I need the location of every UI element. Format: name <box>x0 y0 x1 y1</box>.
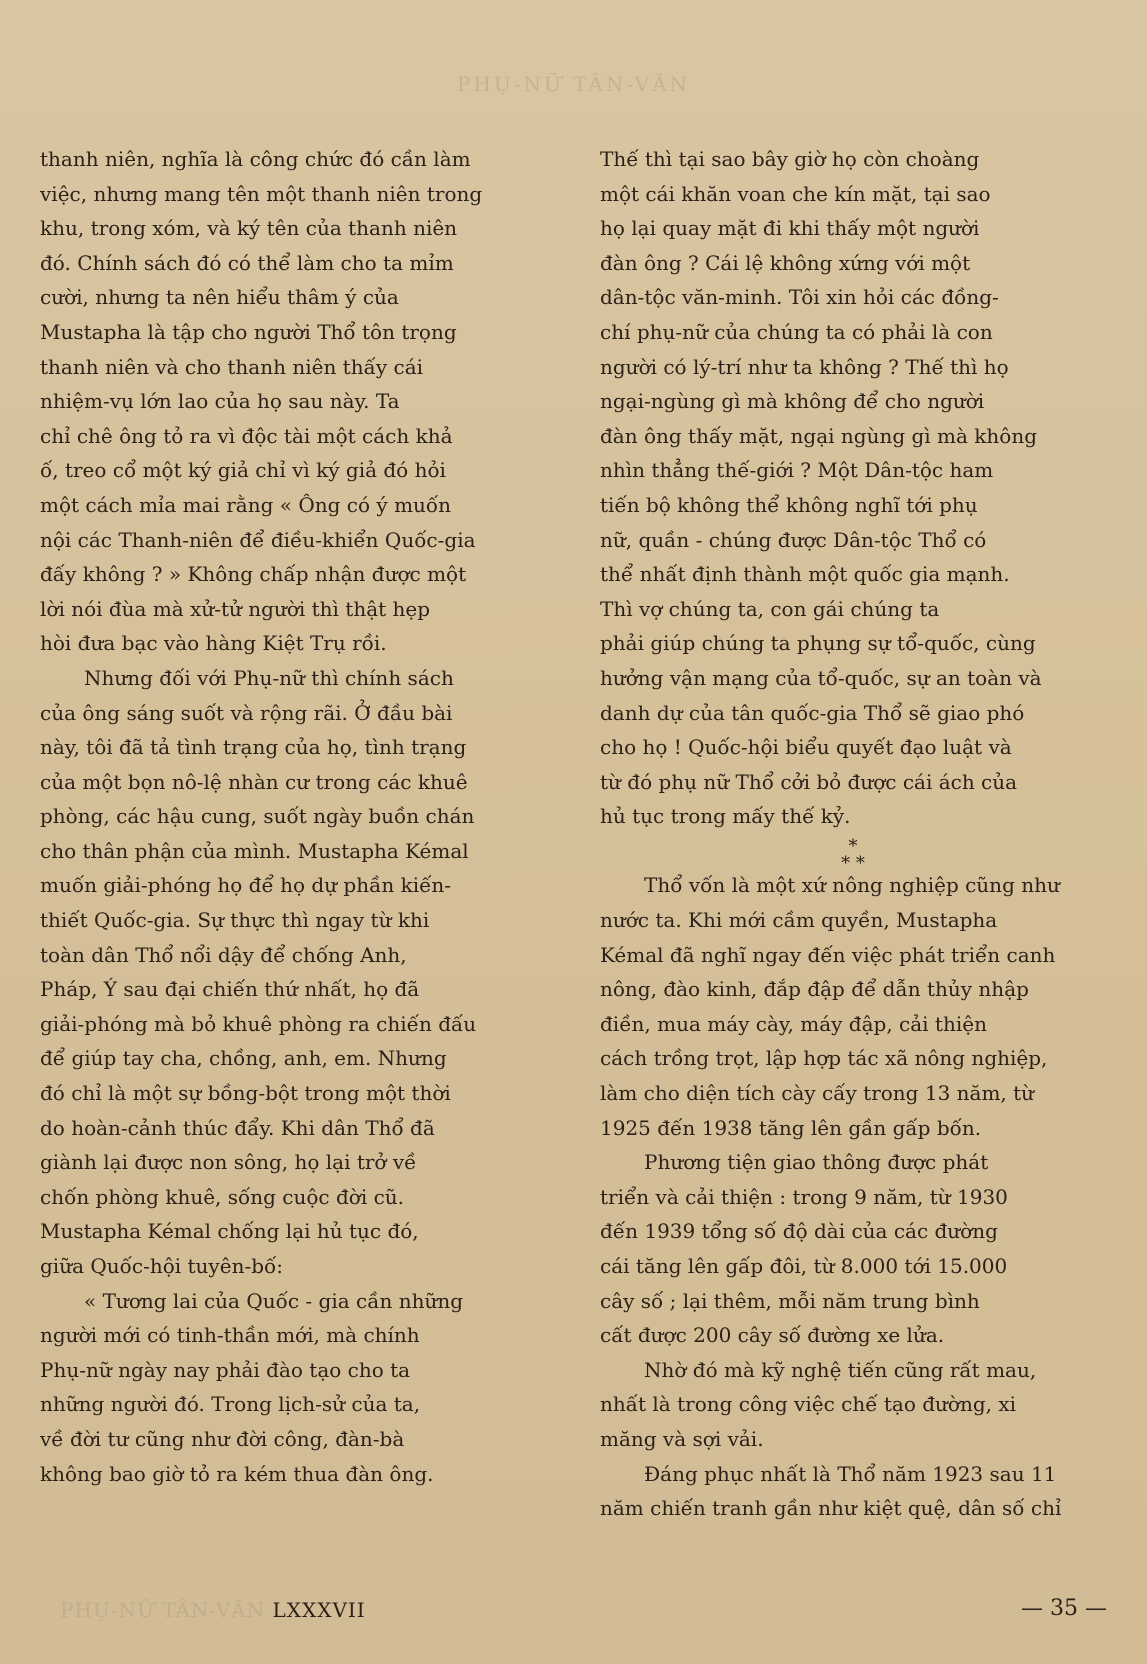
text-line: cho họ ! Quốc-hội biểu quyết đạo luật và <box>600 735 1012 760</box>
text-line: Mustapha là tập cho người Thổ tôn trọng <box>40 319 457 344</box>
page-number: — 35 — <box>1021 1596 1107 1621</box>
text-line: chí phụ-nữ của chúng ta có phải là con <box>600 319 993 344</box>
text-line: nhất là trong công việc chế tạo đường, xi <box>600 1392 1017 1417</box>
text-line: đó chỉ là một sự bồng-bột trong một thời <box>40 1081 451 1106</box>
text-line: của một bọn nô-lệ nhàn cư trong các khuê <box>40 769 468 794</box>
text-line: danh dự của tân quốc-gia Thổ sẽ giao phó <box>600 700 1025 725</box>
text-line: muốn giải-phóng họ để họ dự phần kiến- <box>40 873 452 898</box>
text-line: Thì vợ chúng ta, con gái chúng ta <box>600 596 940 621</box>
text-line: này, tôi đã tả tình trạng của họ, tình trạng <box>40 735 467 760</box>
text-line: họ lại quay mặt đi khi thấy một người <box>600 216 980 241</box>
text-line: một cái khăn voan che kín mặt, tại sao <box>600 181 991 206</box>
text-line: cho thân phận của mình. Mustapha Kémal <box>40 838 469 863</box>
text-line: thanh niên và cho thanh niên thấy cái <box>40 354 424 379</box>
text-line: thiết Quốc-gia. Sự thực thì ngay từ khi <box>40 908 430 933</box>
text-line: về đời tư cũng như đời công, đàn-bà <box>40 1426 405 1451</box>
text-line: nhiệm-vụ lớn lao của họ sau này. Ta <box>40 389 400 414</box>
text-line: những người đó. Trong lịch-sử của ta, <box>40 1392 421 1417</box>
text-line: « Tương lai của Quốc - gia cần những <box>84 1288 464 1313</box>
text-line: phòng, các hậu cung, suốt ngày buồn chán <box>40 804 475 829</box>
text-line: người mới có tinh-thần mới, mà chính <box>40 1323 420 1348</box>
section-separator: * * * <box>841 835 865 869</box>
text-line: nước ta. Khi mới cầm quyền, Mustapha <box>600 908 998 933</box>
text-line: ố, treo cổ một ký giả chỉ vì ký giả đó hỏi <box>40 458 446 483</box>
text-line: giành lại được non sông, họ lại trở về <box>40 1150 417 1175</box>
text-line: đàn ông ? Cái lệ không xứng với một <box>600 250 971 275</box>
text-line: Nhưng đối với Phụ-nữ thì chính sách <box>84 665 454 690</box>
text-line: cười, nhưng ta nên hiểu thâm ý của <box>40 285 399 310</box>
footer-issue <box>60 1598 366 1622</box>
text-line: hưởng vận mạng của tổ-quốc, sự an toàn và <box>600 665 1042 690</box>
text-line: làm cho diện tích cày cấy trong 13 năm, từ <box>600 1081 1035 1106</box>
text-line: nhìn thẳng thế-giới ? Một Dân-tộc ham <box>600 458 994 483</box>
text-line: người có lý-trí như ta không ? Thế thì họ <box>600 354 1009 379</box>
footer-magazine-name: PHỤ-NỮ TÂN-VĂN <box>60 1598 266 1622</box>
text-line: đến 1939 tổng số độ dài của các đường <box>600 1219 998 1244</box>
text-line: đó. Chính sách đó có thể làm cho ta mỉm <box>40 250 454 275</box>
text-line: 1925 đến 1938 tăng lên gần gấp bốn. <box>600 1115 982 1140</box>
text-line: năm chiến tranh gần như kiệt quệ, dân số chỉ <box>600 1496 1062 1521</box>
text-line: giải-phóng mà bỏ khuê phòng ra chiến đấu <box>40 1011 477 1036</box>
running-title: PHỤ-NỮ TÂN-VĂN <box>456 72 691 96</box>
text-line: Nhờ đó mà kỹ nghệ tiến cũng rất mau, <box>644 1357 1037 1382</box>
text-line: việc, nhưng mang tên một thanh niên trong <box>40 181 483 206</box>
text-line: triển và cải thiện : trong 9 năm, từ 1930 <box>600 1184 1008 1209</box>
text-line: dân-tộc văn-minh. Tôi xin hỏi các đồng- <box>600 285 999 310</box>
text-line: Thổ vốn là một xứ nông nghiệp cũng như <box>644 873 1060 898</box>
text-line: phải giúp chúng ta phụng sự tổ-quốc, cùng <box>600 631 1036 656</box>
text-line: măng và sợi vải. <box>600 1426 764 1451</box>
text-line: cách trồng trọt, lập hợp tác xã nông nghiệp, <box>600 1046 1048 1071</box>
text-line: Kémal đã nghĩ ngay đến việc phát triển canh <box>600 942 1056 967</box>
text-line: lời nói đùa mà xử-tử người thì thật hẹp <box>40 596 431 621</box>
text-line: khu, trong xóm, và ký tên của thanh niên <box>40 216 458 241</box>
footer-issue-number: LXXXVII <box>272 1598 366 1622</box>
text-line: thanh niên, nghĩa là công chức đó cần làm <box>40 147 471 171</box>
text-line: một cách mỉa mai rằng « Ông có ý muốn <box>40 492 452 517</box>
text-line: toàn dân Thổ nổi dậy để chống Anh, <box>40 942 407 967</box>
text-line: Phụ-nữ ngày nay phải đào tạo cho ta <box>40 1357 411 1382</box>
left-text-column <box>40 142 558 1491</box>
text-line: chỉ chê ông tỏ ra vì độc tài một cách khả <box>40 423 453 448</box>
text-line: hòi đưa bạc vào hàng Kiệt Trụ rồi. <box>40 631 387 656</box>
text-line: Mustapha Kémal chống lại hủ tục đó, <box>40 1219 419 1244</box>
text-line: ngại-ngùng gì mà không để cho người <box>600 389 985 414</box>
text-line: Pháp, Ý sau đại chiến thứ nhất, họ đã <box>40 977 420 1002</box>
text-line: cái tăng lên gấp đôi, từ 8.000 tới 15.000 <box>600 1254 1008 1278</box>
text-line: nữ, quần - chúng được Dân-tộc Thổ có <box>600 527 987 552</box>
text-line: không bao giờ tỏ ra kém thua đàn ông. <box>40 1461 434 1486</box>
text-line: của ông sáng suốt và rộng rãi. Ở đầu bài <box>40 700 453 725</box>
text-line: tiến bộ không thể không nghĩ tới phụ <box>600 492 978 517</box>
text-line: Đáng phục nhất là Thổ năm 1923 sau 11 <box>644 1461 1057 1486</box>
text-line: cây số ; lại thêm, mỗi năm trung bình <box>600 1288 980 1313</box>
text-line: thể nhất định thành một quốc gia mạnh. <box>600 562 1010 587</box>
text-line: Phương tiện giao thông được phát <box>644 1150 989 1175</box>
text-line: nội các Thanh-niên để điều-khiển Quốc-gia <box>40 527 476 552</box>
text-line: giữa Quốc-hội tuyên-bố: <box>40 1254 283 1278</box>
text-line: cất được 200 cây số đường xe lửa. <box>600 1323 945 1348</box>
right-text-column <box>600 142 1106 1526</box>
text-line: từ đó phụ nữ Thổ cởi bỏ được cái ách của <box>600 769 1018 794</box>
text-line: hủ tục trong mấy thế kỷ. <box>600 804 851 829</box>
text-line: Thế thì tại sao bây giờ họ còn choàng <box>600 147 980 171</box>
text-line: do hoàn-cảnh thúc đẩy. Khi dân Thổ đã <box>40 1115 435 1140</box>
text-line: chốn phòng khuê, sống cuộc đời cũ. <box>40 1184 405 1209</box>
text-line: để giúp tay cha, chồng, anh, em. Nhưng <box>40 1046 447 1071</box>
text-line: điền, mua máy cày, máy đập, cải thiện <box>600 1011 987 1036</box>
text-line: đàn ông thấy mặt, ngại ngùng gì mà không <box>600 423 1038 448</box>
text-line: đấy không ? » Không chấp nhận được một <box>40 562 467 587</box>
text-line: nông, đào kinh, đắp đập để dẫn thủy nhập <box>600 977 1029 1002</box>
